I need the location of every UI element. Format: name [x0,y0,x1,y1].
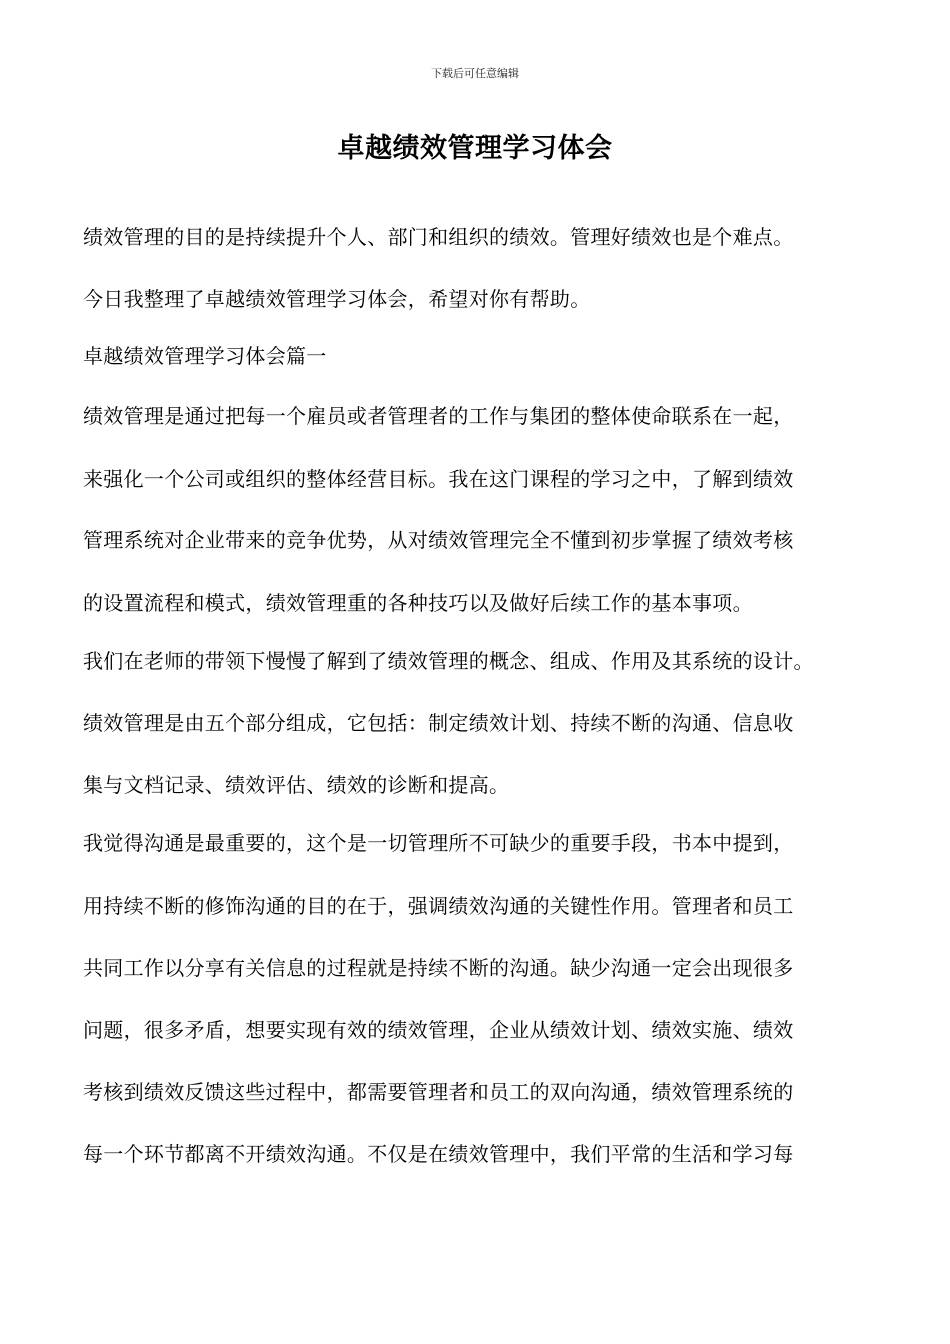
section-heading: 卓越绩效管理学习体会篇一 [83,344,327,368]
document-title: 卓越绩效管理学习体会 [337,133,613,164]
body-line: 问题，很多矛盾，想要实现有效的绩效管理，企业从绩效计划、绩效实施、绩效 [83,1018,794,1042]
body-line: 绩效管理是通过把每一个雇员或者管理者的工作与集团的整体使命联系在一起， [83,404,794,428]
body-line: 我们在老师的带领下慢慢了解到了绩效管理的概念、组成、作用及其系统的设计。 [83,649,814,673]
body-line: 今日我整理了卓越绩效管理学习体会，希望对你有帮助。 [83,287,591,311]
body-line: 的设置流程和模式，绩效管理重的各种技巧以及做好后续工作的基本事项。 [83,591,753,615]
body-line: 管理系统对企业带来的竞争优势，从对绩效管理完全不懂到初步掌握了绩效考核 [83,528,794,552]
body-line: 绩效管理是由五个部分组成，它包括：制定绩效计划、持续不断的沟通、信息收 [83,711,794,735]
body-line: 来强化一个公司或组织的整体经营目标。我在这门课程的学习之中，了解到绩效 [83,467,794,491]
body-line: 集与文档记录、绩效评估、绩效的诊断和提高。 [83,773,510,797]
body-line: 考核到绩效反馈这些过程中，都需要管理者和员工的双向沟通，绩效管理系统的 [83,1080,794,1104]
body-line: 用持续不断的修饰沟通的目的在于，强调绩效沟通的关键性作用。管理者和员工 [83,894,794,918]
body-line: 绩效管理的目的是持续提升个人、部门和组织的绩效。管理好绩效也是个难点。 [83,225,794,249]
body-line: 每一个环节都离不开绩效沟通。不仅是在绩效管理中，我们平常的生活和学习每 [83,1142,794,1166]
body-line: 共同工作以分享有关信息的过程就是持续不断的沟通。缺少沟通一定会出现很多 [83,956,794,980]
header-note: 下载后可任意编辑 [431,67,519,80]
body-line: 我觉得沟通是最重要的，这个是一切管理所不可缺少的重要手段，书本中提到， [83,831,794,855]
